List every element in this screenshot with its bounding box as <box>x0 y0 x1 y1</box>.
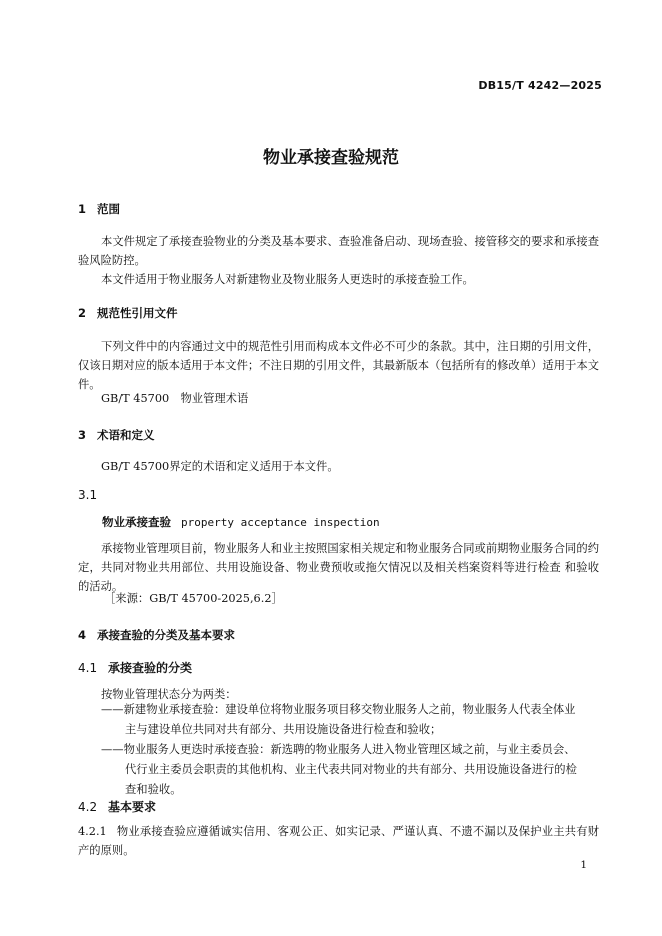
subsection-3-1-heading <box>78 488 108 502</box>
list-item <box>101 740 597 800</box>
normative-reference: GB/T 45700 物业管理术语 <box>101 392 249 405</box>
list-item-line: 代行业主委员会职责的其他机构、业主代表共同对物业的共有部分、共用设施设备进行的检 <box>125 763 577 776</box>
section-title: 规范性引用文件 <box>97 306 178 320</box>
term-english: property acceptance inspection <box>181 516 380 529</box>
clause-4-2-1 <box>78 822 599 860</box>
subsection-4-2-heading <box>78 798 156 815</box>
term-source: ［来源：GB/T 45700-2025,6.2］ <box>104 592 283 605</box>
section-1-body <box>78 232 599 289</box>
section-number: 2 <box>78 306 87 320</box>
clause-text: 物业承接查验应遵循诚实信用、客观公正、如实记录、严谨认真、不遗不漏以及保护业主共有财产的原则。 <box>78 825 599 857</box>
term-entry <box>102 514 380 530</box>
list-item-line: 查和验收。 <box>125 783 182 796</box>
page-number: 1 <box>580 859 587 871</box>
subsection-number: 3.1 <box>78 488 98 502</box>
subsection-number: 4.1 <box>78 661 98 675</box>
document-title: 物业承接查验规范 <box>263 148 399 168</box>
clause-number: 4.2.1 <box>78 825 107 838</box>
section-4-heading <box>78 627 235 643</box>
classification-list <box>101 700 597 800</box>
list-item-line: ——新建物业承接查验：建设单位将物业服务项目移交物业服务人之前，物业服务人代表全体业 <box>101 703 576 716</box>
section-2-heading <box>78 305 178 321</box>
subsection-title: 承接查验的分类 <box>108 661 193 675</box>
section-title: 术语和定义 <box>97 428 155 442</box>
section-3-intro: GB/T 45700界定的术语和定义适用于本文件。 <box>101 460 339 473</box>
section-number: 1 <box>78 202 87 216</box>
list-item <box>101 700 597 740</box>
section-3-heading <box>78 427 155 443</box>
section-number: 4 <box>78 628 87 642</box>
list-item-line: 主与建设单位共同对共有部分、共用设施设备进行检查和验收； <box>125 723 442 736</box>
section-2-body <box>78 337 599 394</box>
section-title: 范围 <box>97 202 120 216</box>
term-chinese: 物业承接查验 <box>102 515 171 529</box>
standard-code: DB15/T 4242—2025 <box>478 79 602 92</box>
list-item-line: ——物业服务人更迭时承接查验：新选聘的物业服务人进入物业管理区域之前，与业主委员会、 <box>101 743 576 756</box>
section-title: 承接查验的分类及基本要求 <box>97 628 235 642</box>
classification-intro: 按物业管理状态分为两类： <box>101 688 237 701</box>
section-1-heading <box>78 201 120 217</box>
paragraph: 本文件适用于物业服务人对新建物业及物业服务人更迭时的承接查验工作。 <box>101 273 474 286</box>
section-number: 3 <box>78 428 87 442</box>
paragraph: 承接物业管理项目前，物业服务人和业主按照国家相关规定和物业服务合同或前期物业服务合同的约定，共同对物业共用部位、共用设施设备、物业费预收或拖欠情况以及相关档案资料等进行检查 和验收的活动。 <box>78 542 599 593</box>
paragraph: 本文件规定了承接查验物业的分类及基本要求、查验准备启动、现场查验、接管移交的要求和承接查验风险防控。 <box>78 235 599 267</box>
subsection-4-1-heading <box>78 659 192 676</box>
paragraph: 下列文件中的内容通过文中的规范性引用而构成本文件必不可少的条款。其中，注日期的引用文件，仅该日期对应的版本适用于本文件；不注日期的引用文件，其最新版本（包括所有的修改单）适用于本文件。 <box>78 340 599 391</box>
term-definition <box>78 539 599 596</box>
paragraph <box>78 822 599 860</box>
subsection-title: 基本要求 <box>108 800 157 814</box>
subsection-number: 4.2 <box>78 800 98 814</box>
